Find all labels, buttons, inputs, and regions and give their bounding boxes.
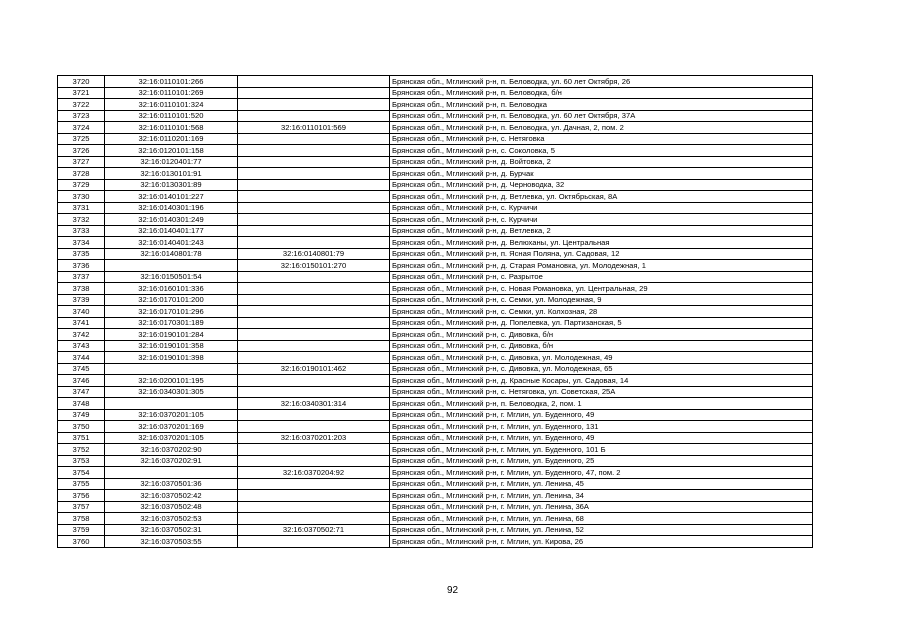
table-row <box>58 421 813 433</box>
row-number-cell: 3749 <box>58 409 105 421</box>
related-cadastral-number-cell: 32:16:0340301:314 <box>238 398 390 410</box>
related-cadastral-number-cell <box>238 513 390 525</box>
row-number-cell: 3756 <box>58 490 105 502</box>
cadastral-number-cell <box>105 398 238 410</box>
cadastral-number-cell: 32:16:0370202:90 <box>105 444 238 456</box>
cadastral-number-cell: 32:16:0190101:398 <box>105 352 238 364</box>
address-cell: Брянская обл., Мглинский р-н, с. Новая Романовка, ул. Центральная, 29 <box>390 283 813 295</box>
address-cell: Брянская обл., Мглинский р-н, с. Семки, ул. Колхозная, 28 <box>390 306 813 318</box>
cadastral-number-cell: 32:16:0370502:31 <box>105 524 238 536</box>
table-row <box>58 329 813 341</box>
table-row <box>58 168 813 180</box>
row-number-cell: 3721 <box>58 87 105 99</box>
cadastral-number-cell <box>105 260 238 272</box>
related-cadastral-number-cell <box>238 455 390 467</box>
related-cadastral-number-cell <box>238 271 390 283</box>
table-row <box>58 122 813 134</box>
table-row <box>58 248 813 260</box>
address-cell: Брянская обл., Мглинский р-н, п. Ясная Поляна, ул. Садовая, 12 <box>390 248 813 260</box>
table-row <box>58 76 813 88</box>
related-cadastral-number-cell: 32:16:0370502:71 <box>238 524 390 536</box>
related-cadastral-number-cell <box>238 306 390 318</box>
related-cadastral-number-cell <box>238 99 390 111</box>
table-row <box>58 202 813 214</box>
row-number-cell: 3751 <box>58 432 105 444</box>
table-row <box>58 501 813 513</box>
cadastral-number-cell: 32:16:0110101:324 <box>105 99 238 111</box>
table-row <box>58 214 813 226</box>
table-row <box>58 352 813 364</box>
address-cell: Брянская обл., Мглинский р-н, г. Мглин, ул. Буденного, 25 <box>390 455 813 467</box>
address-cell: Брянская обл., Мглинский р-н, д. Ветлевка, ул. Октябрьская, 8А <box>390 191 813 203</box>
table-row <box>58 99 813 111</box>
table-row <box>58 145 813 157</box>
related-cadastral-number-cell <box>238 478 390 490</box>
cadastral-number-cell: 32:16:0170101:296 <box>105 306 238 318</box>
row-number-cell: 3750 <box>58 421 105 433</box>
address-cell: Брянская обл., Мглинский р-н, с. Курчичи <box>390 214 813 226</box>
registry-table <box>57 75 813 548</box>
address-cell: Брянская обл., Мглинский р-н, д. Войтовка, 2 <box>390 156 813 168</box>
table-row <box>58 179 813 191</box>
row-number-cell: 3754 <box>58 467 105 479</box>
row-number-cell: 3735 <box>58 248 105 260</box>
related-cadastral-number-cell <box>238 386 390 398</box>
row-number-cell: 3731 <box>58 202 105 214</box>
row-number-cell: 3746 <box>58 375 105 387</box>
cadastral-number-cell: 32:16:0110101:266 <box>105 76 238 88</box>
cadastral-number-cell: 32:16:0120101:158 <box>105 145 238 157</box>
related-cadastral-number-cell <box>238 501 390 513</box>
table-body <box>58 76 813 548</box>
row-number-cell: 3734 <box>58 237 105 249</box>
related-cadastral-number-cell <box>238 409 390 421</box>
cadastral-number-cell: 32:16:0200101:195 <box>105 375 238 387</box>
row-number-cell: 3722 <box>58 99 105 111</box>
table-row <box>58 455 813 467</box>
row-number-cell: 3738 <box>58 283 105 295</box>
row-number-cell: 3758 <box>58 513 105 525</box>
table-row <box>58 467 813 479</box>
related-cadastral-number-cell: 32:16:0370204:92 <box>238 467 390 479</box>
address-cell: Брянская обл., Мглинский р-н, п. Беловодка, ул. 60 лет Октября, 26 <box>390 76 813 88</box>
related-cadastral-number-cell <box>238 340 390 352</box>
address-cell: Брянская обл., Мглинский р-н, с. Разрытое <box>390 271 813 283</box>
row-number-cell: 3737 <box>58 271 105 283</box>
address-cell: Брянская обл., Мглинский р-н, с. Соколовка, 5 <box>390 145 813 157</box>
cadastral-number-cell: 32:16:0150501:54 <box>105 271 238 283</box>
cadastral-number-cell: 32:16:0340301:305 <box>105 386 238 398</box>
address-cell: Брянская обл., Мглинский р-н, д. Ветлевка, 2 <box>390 225 813 237</box>
cadastral-number-cell: 32:16:0110101:520 <box>105 110 238 122</box>
address-cell: Брянская обл., Мглинский р-н, г. Мглин, ул. Кирова, 26 <box>390 536 813 548</box>
row-number-cell: 3736 <box>58 260 105 272</box>
related-cadastral-number-cell <box>238 352 390 364</box>
cadastral-number-cell: 32:16:0190101:284 <box>105 329 238 341</box>
row-number-cell: 3739 <box>58 294 105 306</box>
table-row <box>58 444 813 456</box>
related-cadastral-number-cell <box>238 225 390 237</box>
cadastral-number-cell: 32:16:0120401:77 <box>105 156 238 168</box>
address-cell: Брянская обл., Мглинский р-н, п. Беловодка <box>390 99 813 111</box>
table-row <box>58 478 813 490</box>
address-cell: Брянская обл., Мглинский р-н, п. Беловодка, б/н <box>390 87 813 99</box>
address-cell: Брянская обл., Мглинский р-н, д. Велюханы, ул. Центральная <box>390 237 813 249</box>
cadastral-number-cell: 32:16:0170101:200 <box>105 294 238 306</box>
row-number-cell: 3723 <box>58 110 105 122</box>
row-number-cell: 3729 <box>58 179 105 191</box>
table-row <box>58 340 813 352</box>
table-row <box>58 133 813 145</box>
address-cell: Брянская обл., Мглинский р-н, с. Дивовка, ул. Молодежная, 49 <box>390 352 813 364</box>
related-cadastral-number-cell <box>238 317 390 329</box>
row-number-cell: 3724 <box>58 122 105 134</box>
related-cadastral-number-cell <box>238 329 390 341</box>
cadastral-number-cell: 32:16:0110101:568 <box>105 122 238 134</box>
cadastral-number-cell: 32:16:0140401:177 <box>105 225 238 237</box>
row-number-cell: 3725 <box>58 133 105 145</box>
row-number-cell: 3760 <box>58 536 105 548</box>
cadastral-number-cell: 32:16:0370502:42 <box>105 490 238 502</box>
table-row <box>58 513 813 525</box>
table-row <box>58 490 813 502</box>
address-cell: Брянская обл., Мглинский р-н, с. Дивовка, б/н <box>390 329 813 341</box>
address-cell: Брянская обл., Мглинский р-н, д. Черноводка, 32 <box>390 179 813 191</box>
table-row <box>58 375 813 387</box>
row-number-cell: 3752 <box>58 444 105 456</box>
related-cadastral-number-cell <box>238 444 390 456</box>
address-cell: Брянская обл., Мглинский р-н, с. Дивовка, б/н <box>390 340 813 352</box>
cadastral-number-cell: 32:16:0110101:269 <box>105 87 238 99</box>
row-number-cell: 3744 <box>58 352 105 364</box>
cadastral-number-cell: 32:16:0170301:189 <box>105 317 238 329</box>
cadastral-number-cell: 32:16:0140301:196 <box>105 202 238 214</box>
address-cell: Брянская обл., Мглинский р-н, г. Мглин, ул. Ленина, 34 <box>390 490 813 502</box>
related-cadastral-number-cell <box>238 133 390 145</box>
address-cell: Брянская обл., Мглинский р-н, г. Мглин, ул. Буденного, 49 <box>390 409 813 421</box>
related-cadastral-number-cell <box>238 76 390 88</box>
table-row <box>58 260 813 272</box>
related-cadastral-number-cell <box>238 87 390 99</box>
related-cadastral-number-cell <box>238 145 390 157</box>
row-number-cell: 3727 <box>58 156 105 168</box>
related-cadastral-number-cell <box>238 536 390 548</box>
related-cadastral-number-cell <box>238 375 390 387</box>
cadastral-number-cell: 32:16:0130301:89 <box>105 179 238 191</box>
related-cadastral-number-cell: 32:16:0140801:79 <box>238 248 390 260</box>
address-cell: Брянская обл., Мглинский р-н, д. Красные Косары, ул. Садовая, 14 <box>390 375 813 387</box>
address-cell: Брянская обл., Мглинский р-н, г. Мглин, ул. Ленина, 68 <box>390 513 813 525</box>
table-row <box>58 317 813 329</box>
table-row <box>58 409 813 421</box>
row-number-cell: 3745 <box>58 363 105 375</box>
row-number-cell: 3732 <box>58 214 105 226</box>
page-number: 92 <box>446 585 459 596</box>
cadastral-number-cell: 32:16:0370201:169 <box>105 421 238 433</box>
address-cell: Брянская обл., Мглинский р-н, г. Мглин, ул. Буденного, 101 Б <box>390 444 813 456</box>
cadastral-number-cell: 32:16:0140801:78 <box>105 248 238 260</box>
related-cadastral-number-cell <box>238 191 390 203</box>
cadastral-number-cell: 32:16:0370201:105 <box>105 432 238 444</box>
row-number-cell: 3720 <box>58 76 105 88</box>
address-cell: Брянская обл., Мглинский р-н, с. Курчичи <box>390 202 813 214</box>
address-cell: Брянская обл., Мглинский р-н, с. Нетяговка, ул. Советская, 25А <box>390 386 813 398</box>
row-number-cell: 3757 <box>58 501 105 513</box>
table-row <box>58 271 813 283</box>
address-cell: Брянская обл., Мглинский р-н, г. Мглин, ул. Буденного, 49 <box>390 432 813 444</box>
cadastral-number-cell: 32:16:0370503:55 <box>105 536 238 548</box>
related-cadastral-number-cell <box>238 168 390 180</box>
address-cell: Брянская обл., Мглинский р-н, г. Мглин, ул. Ленина, 45 <box>390 478 813 490</box>
table-row <box>58 536 813 548</box>
cadastral-number-cell: 32:16:0140401:243 <box>105 237 238 249</box>
cadastral-number-cell: 32:16:0370502:53 <box>105 513 238 525</box>
related-cadastral-number-cell <box>238 294 390 306</box>
address-cell: Брянская обл., Мглинский р-н, п. Беловодка, ул. 60 лет Октября, 37А <box>390 110 813 122</box>
address-cell: Брянская обл., Мглинский р-н, д. Старая Романовка, ул. Молодежная, 1 <box>390 260 813 272</box>
cadastral-number-cell <box>105 363 238 375</box>
table-row <box>58 306 813 318</box>
row-number-cell: 3755 <box>58 478 105 490</box>
table-row <box>58 294 813 306</box>
row-number-cell: 3741 <box>58 317 105 329</box>
related-cadastral-number-cell <box>238 202 390 214</box>
address-cell: Брянская обл., Мглинский р-н, с. Семки, ул. Молодежная, 9 <box>390 294 813 306</box>
table-row <box>58 386 813 398</box>
related-cadastral-number-cell: 32:16:0190101:462 <box>238 363 390 375</box>
row-number-cell: 3753 <box>58 455 105 467</box>
related-cadastral-number-cell <box>238 421 390 433</box>
cadastral-number-cell: 32:16:0110201:169 <box>105 133 238 145</box>
address-cell: Брянская обл., Мглинский р-н, д. Бурчак <box>390 168 813 180</box>
cadastral-number-cell: 32:16:0140301:249 <box>105 214 238 226</box>
cadastral-number-cell: 32:16:0140101:227 <box>105 191 238 203</box>
related-cadastral-number-cell <box>238 283 390 295</box>
address-cell: Брянская обл., Мглинский р-н, г. Мглин, ул. Ленина, 36А <box>390 501 813 513</box>
cadastral-number-cell: 32:16:0370201:105 <box>105 409 238 421</box>
row-number-cell: 3747 <box>58 386 105 398</box>
related-cadastral-number-cell <box>238 490 390 502</box>
table-row <box>58 156 813 168</box>
related-cadastral-number-cell <box>238 214 390 226</box>
cadastral-number-cell: 32:16:0370502:48 <box>105 501 238 513</box>
table-row <box>58 524 813 536</box>
cadastral-number-cell: 32:16:0160101:336 <box>105 283 238 295</box>
address-cell: Брянская обл., Мглинский р-н, с. Нетяговка <box>390 133 813 145</box>
cadastral-number-cell: 32:16:0190101:358 <box>105 340 238 352</box>
row-number-cell: 3740 <box>58 306 105 318</box>
related-cadastral-number-cell: 32:16:0370201:203 <box>238 432 390 444</box>
row-number-cell: 3733 <box>58 225 105 237</box>
address-cell: Брянская обл., Мглинский р-н, п. Беловодка, 2, пом. 1 <box>390 398 813 410</box>
related-cadastral-number-cell <box>238 179 390 191</box>
row-number-cell: 3748 <box>58 398 105 410</box>
row-number-cell: 3728 <box>58 168 105 180</box>
table-row <box>58 191 813 203</box>
table-row <box>58 87 813 99</box>
related-cadastral-number-cell: 32:16:0150101:270 <box>238 260 390 272</box>
related-cadastral-number-cell <box>238 156 390 168</box>
row-number-cell: 3742 <box>58 329 105 341</box>
address-cell: Брянская обл., Мглинский р-н, с. Дивовка, ул. Молодежная, 65 <box>390 363 813 375</box>
table-row <box>58 237 813 249</box>
table-row <box>58 432 813 444</box>
address-cell: Брянская обл., Мглинский р-н, д. Попелевка, ул. Партизанская, 5 <box>390 317 813 329</box>
address-cell: Брянская обл., Мглинский р-н, г. Мглин, ул. Буденного, 47, пом. 2 <box>390 467 813 479</box>
address-cell: Брянская обл., Мглинский р-н, г. Мглин, ул. Буденного, 131 <box>390 421 813 433</box>
row-number-cell: 3730 <box>58 191 105 203</box>
table-row <box>58 363 813 375</box>
table-row <box>58 283 813 295</box>
related-cadastral-number-cell <box>238 237 390 249</box>
address-cell: Брянская обл., Мглинский р-н, г. Мглин, ул. Ленина, 52 <box>390 524 813 536</box>
cadastral-number-cell: 32:16:0370202:91 <box>105 455 238 467</box>
table-row <box>58 225 813 237</box>
row-number-cell: 3743 <box>58 340 105 352</box>
table-row <box>58 398 813 410</box>
row-number-cell: 3759 <box>58 524 105 536</box>
cadastral-number-cell: 32:16:0370501:36 <box>105 478 238 490</box>
related-cadastral-number-cell: 32:16:0110101:569 <box>238 122 390 134</box>
cadastral-number-cell <box>105 467 238 479</box>
row-number-cell: 3726 <box>58 145 105 157</box>
cadastral-number-cell: 32:16:0130101:91 <box>105 168 238 180</box>
table-row <box>58 110 813 122</box>
address-cell: Брянская обл., Мглинский р-н, п. Беловодка, ул. Дачная, 2, пом. 2 <box>390 122 813 134</box>
related-cadastral-number-cell <box>238 110 390 122</box>
